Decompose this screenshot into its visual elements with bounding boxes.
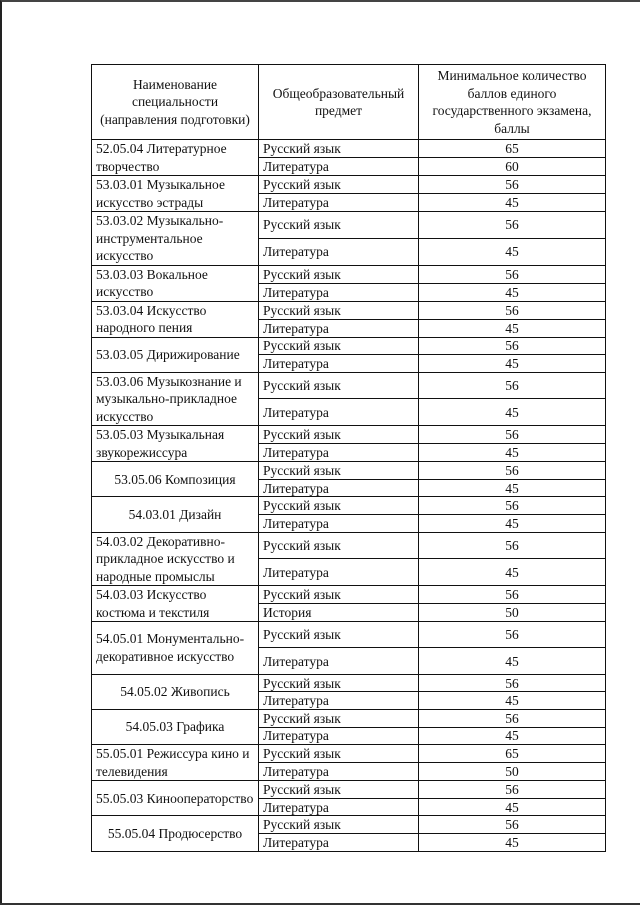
score-cell: 56 xyxy=(419,586,606,604)
subject-cell: Литература xyxy=(259,399,419,426)
specialty-cell: 53.03.02 Музыкально-инструментальное искусство xyxy=(92,212,259,266)
table-row xyxy=(92,140,606,158)
score-cell: 56 xyxy=(419,372,606,399)
score-cell: 56 xyxy=(419,816,606,834)
specialty-cell: 55.05.01 Режиссура кино и телевидения xyxy=(92,745,259,781)
score-cell: 45 xyxy=(419,444,606,462)
table-row xyxy=(92,745,606,763)
score-cell: 56 xyxy=(419,265,606,283)
specialty-cell: 54.03.02 Декоративно-прикладное искусство и народные промыслы xyxy=(92,532,259,586)
subject-cell: Литература xyxy=(259,283,419,301)
specialty-cell: 55.05.03 Кинооператорство xyxy=(92,781,259,816)
score-cell: 45 xyxy=(419,692,606,710)
subject-cell: Литература xyxy=(259,692,419,710)
score-cell: 65 xyxy=(419,745,606,763)
subject-cell: Литература xyxy=(259,834,419,852)
score-cell: 56 xyxy=(419,301,606,319)
score-cell: 45 xyxy=(419,479,606,497)
score-cell: 56 xyxy=(419,337,606,355)
subject-cell: Литература xyxy=(259,355,419,373)
score-cell: 56 xyxy=(419,710,606,728)
subject-cell: Русский язык xyxy=(259,212,419,239)
score-cell: 50 xyxy=(419,763,606,781)
specialty-cell: 53.03.03 Вокальное искусство xyxy=(92,265,259,301)
subject-cell: Литература xyxy=(259,194,419,212)
min-scores-table xyxy=(91,64,606,852)
subject-cell: Русский язык xyxy=(259,781,419,799)
table-row xyxy=(92,176,606,194)
subject-cell: Русский язык xyxy=(259,337,419,355)
specialty-cell: 53.03.05 Дирижирование xyxy=(92,337,259,372)
subject-cell: Литература xyxy=(259,559,419,586)
table-row xyxy=(92,674,606,692)
score-cell: 56 xyxy=(419,497,606,515)
score-cell: 45 xyxy=(419,319,606,337)
table-row xyxy=(92,710,606,728)
score-cell: 45 xyxy=(419,727,606,745)
subject-cell: Русский язык xyxy=(259,426,419,444)
score-cell: 56 xyxy=(419,212,606,239)
subject-cell: Русский язык xyxy=(259,710,419,728)
score-cell: 45 xyxy=(419,559,606,586)
subject-cell: Русский язык xyxy=(259,176,419,194)
score-cell: 45 xyxy=(419,194,606,212)
subject-cell: Литература xyxy=(259,727,419,745)
subject-cell: Литература xyxy=(259,319,419,337)
subject-cell: Литература xyxy=(259,158,419,176)
specialty-cell: 52.05.04 Литературное творчество xyxy=(92,140,259,176)
subject-cell: Русский язык xyxy=(259,745,419,763)
table-body xyxy=(92,140,606,852)
score-cell: 50 xyxy=(419,604,606,622)
table-row xyxy=(92,586,606,604)
subject-cell: История xyxy=(259,604,419,622)
specialty-cell: 54.03.01 Дизайн xyxy=(92,497,259,532)
table-row xyxy=(92,781,606,799)
subject-cell: Русский язык xyxy=(259,265,419,283)
table-row xyxy=(92,301,606,319)
table-row xyxy=(92,462,606,480)
score-cell: 45 xyxy=(419,238,606,265)
subject-cell: Русский язык xyxy=(259,586,419,604)
score-cell: 65 xyxy=(419,140,606,158)
specialty-cell: 54.05.03 Графика xyxy=(92,710,259,745)
header-specialty: Наименование специальности (направления подготовки) xyxy=(92,65,259,140)
score-cell: 56 xyxy=(419,176,606,194)
specialty-cell: 53.03.01 Музыкальное искусство эстрады xyxy=(92,176,259,212)
header-subject: Общеобразовательный предмет xyxy=(259,65,419,140)
subject-cell: Литература xyxy=(259,514,419,532)
score-cell: 56 xyxy=(419,462,606,480)
specialty-cell: 54.05.02 Живопись xyxy=(92,674,259,709)
subject-cell: Русский язык xyxy=(259,301,419,319)
table-row xyxy=(92,622,606,648)
table-row xyxy=(92,265,606,283)
subject-cell: Литература xyxy=(259,648,419,674)
specialty-cell: 53.05.03 Музыкальная звукорежиссура xyxy=(92,426,259,462)
table-row xyxy=(92,532,606,559)
score-cell: 56 xyxy=(419,781,606,799)
score-cell: 56 xyxy=(419,426,606,444)
specialty-cell: 53.05.06 Композиция xyxy=(92,462,259,497)
subject-cell: Русский язык xyxy=(259,622,419,648)
table-row xyxy=(92,337,606,355)
table-row xyxy=(92,212,606,239)
score-cell: 45 xyxy=(419,283,606,301)
table-row xyxy=(92,497,606,515)
table-row xyxy=(92,816,606,834)
score-cell: 45 xyxy=(419,798,606,816)
subject-cell: Русский язык xyxy=(259,532,419,559)
subject-cell: Русский язык xyxy=(259,140,419,158)
table-header-row xyxy=(92,65,606,140)
subject-cell: Русский язык xyxy=(259,674,419,692)
specialty-cell: 54.05.01 Монументально-декоративное искусство xyxy=(92,622,259,675)
subject-cell: Литература xyxy=(259,763,419,781)
subject-cell: Литература xyxy=(259,444,419,462)
score-cell: 56 xyxy=(419,674,606,692)
header-min-score: Минимальное количество баллов единого государственного экзамена, баллы xyxy=(419,65,606,140)
specialty-cell: 53.03.04 Искусство народного пения xyxy=(92,301,259,337)
specialty-cell: 53.03.06 Музыкознание и музыкально-прикладное искусство xyxy=(92,372,259,426)
specialty-cell: 55.05.04 Продюсерство xyxy=(92,816,259,851)
score-cell: 56 xyxy=(419,532,606,559)
score-cell: 45 xyxy=(419,514,606,532)
score-cell: 45 xyxy=(419,834,606,852)
table-row xyxy=(92,426,606,444)
score-cell: 45 xyxy=(419,355,606,373)
subject-cell: Русский язык xyxy=(259,462,419,480)
specialty-cell: 54.03.03 Искусство костюма и текстиля xyxy=(92,586,259,622)
score-cell: 60 xyxy=(419,158,606,176)
table-row xyxy=(92,372,606,399)
subject-cell: Литература xyxy=(259,238,419,265)
score-cell: 45 xyxy=(419,399,606,426)
subject-cell: Литература xyxy=(259,479,419,497)
subject-cell: Русский язык xyxy=(259,816,419,834)
subject-cell: Литература xyxy=(259,798,419,816)
score-cell: 45 xyxy=(419,648,606,674)
subject-cell: Русский язык xyxy=(259,372,419,399)
score-cell: 56 xyxy=(419,622,606,648)
subject-cell: Русский язык xyxy=(259,497,419,515)
